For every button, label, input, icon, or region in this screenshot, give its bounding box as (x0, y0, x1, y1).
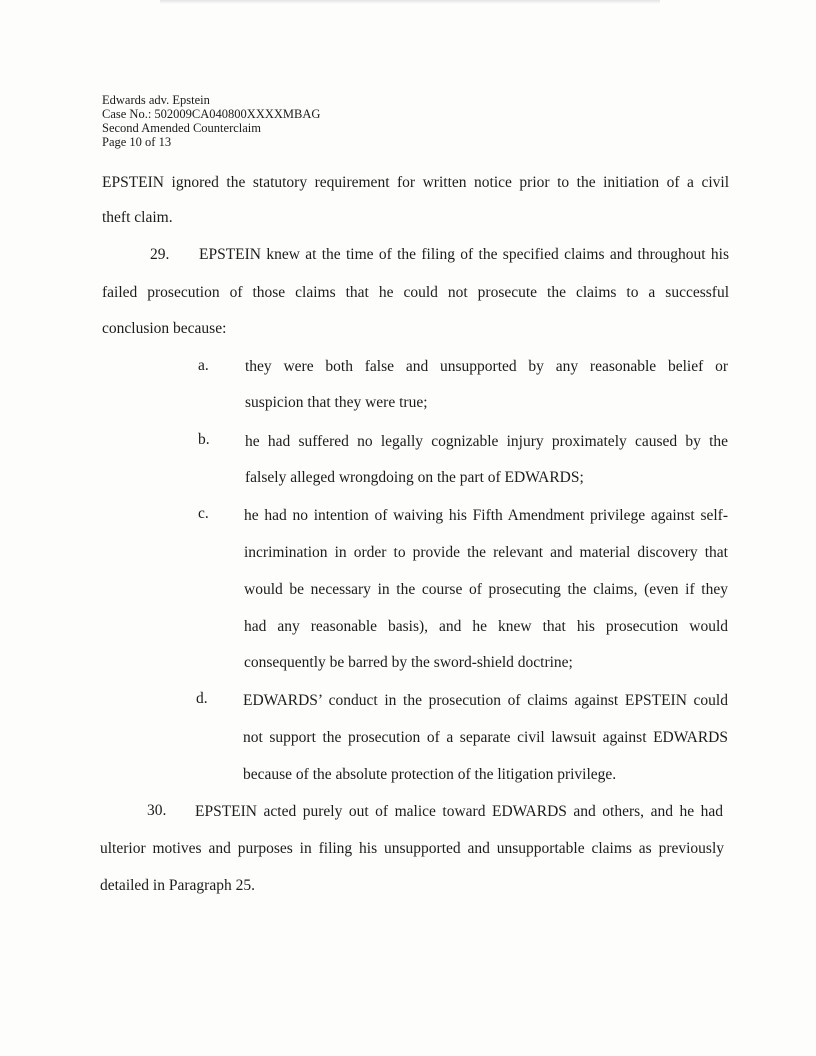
document-title: Second Amended Counterclaim (102, 121, 261, 135)
intro-line-1: EPSTEIN ignored the statutory requirement for written notice prior to the initiation of a civil (102, 174, 729, 191)
paragraph-29-line-2: failed prosecution of those claims that he could not prosecute the claims to a successful (102, 284, 729, 301)
paragraph-30-line-1: EPSTEIN acted purely out of malice toward EDWARDS and others, and he had (195, 803, 723, 820)
item-b-line-1: he had suffered no legally cognizable injury proximately caused by the (245, 433, 728, 450)
item-d-line-3: because of the absolute protection of the litigation privilege. (243, 766, 617, 783)
page-number: Page 10 of 13 (102, 135, 172, 149)
case-number: Case No.: 502009CA040800XXXXMBAG (102, 107, 321, 121)
item-d-line-1: EDWARDS’ conduct in the prosecution of claims against EPSTEIN could (243, 692, 728, 709)
page-header (102, 93, 320, 149)
scan-edge-shadow (160, 0, 660, 4)
paragraph-30-line-3: detailed in Paragraph 25. (100, 877, 255, 894)
intro-line-2: theft claim. (102, 209, 173, 226)
item-c-line-3: would be necessary in the course of prosecuting the claims, (even if they (244, 581, 728, 598)
paragraph-29-line-1: EPSTEIN knew at the time of the filing of the specified claims and throughout his (199, 246, 729, 263)
item-c-line-2: incrimination in order to provide the relevant and material discovery that (244, 544, 728, 561)
paragraph-29-number: 29. (150, 246, 170, 263)
item-b-letter: b. (198, 431, 210, 448)
item-c-line-5: consequently be barred by the sword-shield doctrine; (244, 654, 573, 671)
item-c-line-4: had any reasonable basis), and he knew that his prosecution would (244, 618, 728, 635)
item-a-letter: a. (198, 357, 209, 374)
item-a-line-2: suspicion that they were true; (245, 394, 428, 411)
item-a-line-1: they were both false and unsupported by any reasonable belief or (245, 358, 728, 375)
item-c-line-1: he had no intention of waiving his Fifth Amendment privilege against self- (244, 507, 728, 524)
paragraph-29-line-3: conclusion because: (102, 320, 227, 337)
item-d-letter: d. (196, 690, 208, 707)
case-caption: Edwards adv. Epstein (102, 93, 210, 107)
paragraph-30-line-2: ulterior motives and purposes in filing his unsupported and unsupportable claims as previously (100, 840, 724, 857)
paragraph-30-number: 30. (147, 802, 167, 819)
item-c-letter: c. (198, 505, 209, 522)
item-d-line-2: not support the prosecution of a separate civil lawsuit against EDWARDS (243, 729, 728, 746)
item-b-line-2: falsely alleged wrongdoing on the part of EDWARDS; (245, 469, 584, 486)
